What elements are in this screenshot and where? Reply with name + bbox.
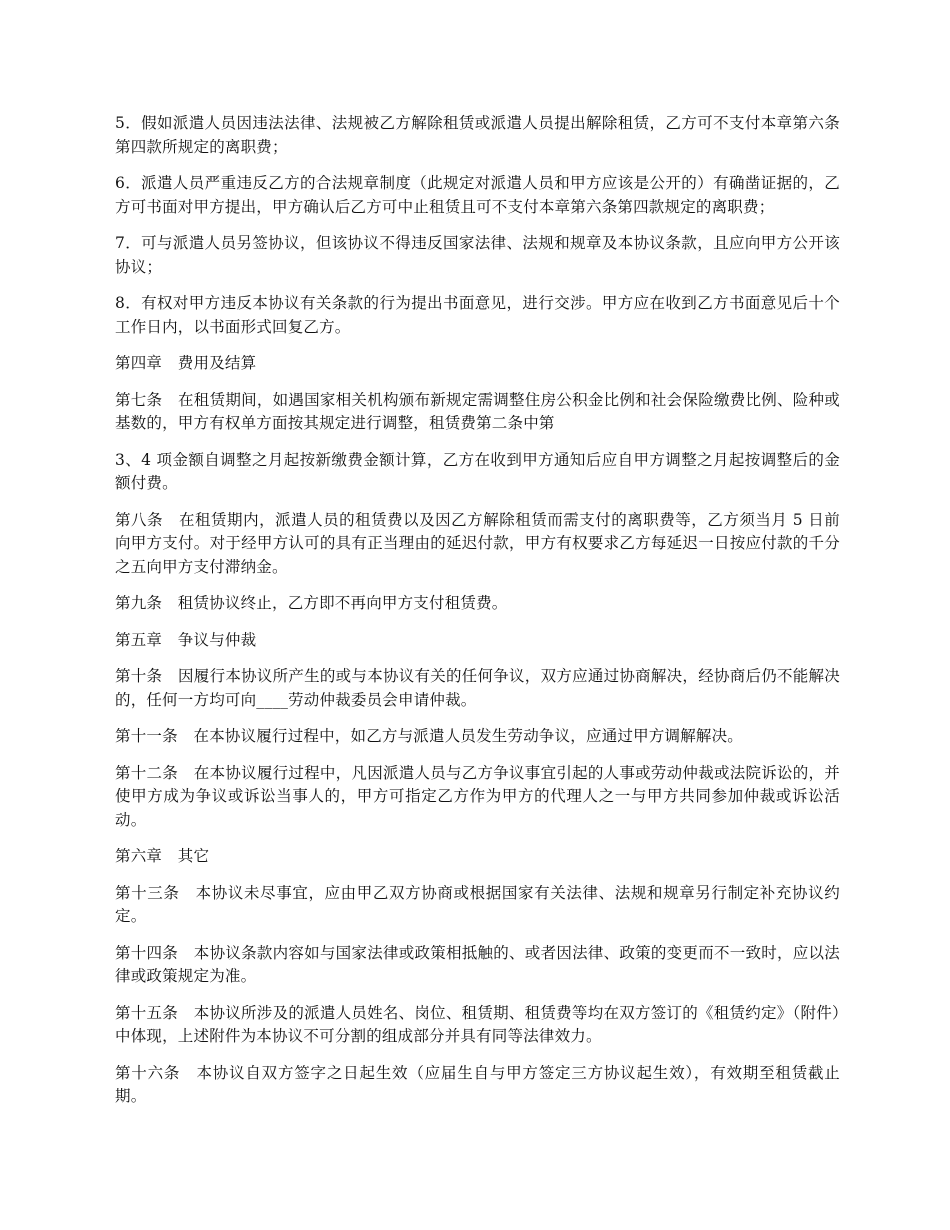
article-13: 第十三条 本协议未尽事宜，应由甲乙双方协商或根据国家有关法律、法规和规章另行制定补充协议约定。 [115,883,840,925]
chapter-heading-5: 第五章 争议与仲裁 [115,630,257,649]
chapter-heading-4: 第四章 费用及结算 [115,354,257,372]
article-7: 第七条 在租赁期间，如遇国家相关机构颁布新规定需调整住房公积金比例和社会保险缴费比例、险种或基数的，甲方有权单方面按其规定进行调整，租赁费第二条中第 [115,390,840,432]
clause-item-5: 5．假如派遣人员因违法法律、法规被乙方解除租赁或派遣人员提出解除租赁，乙方可不支付本章第六条第四款所规定的离职费； [115,114,840,156]
article-9: 第九条 租赁协议终止，乙方即不再向甲方支付租赁费。 [115,594,508,612]
article-12: 第十二条 在本协议履行过程中，凡因派遣人员与乙方争议事宜引起的人事或劳动仲裁或法院诉讼的，并使甲方成为争议或诉讼当事人的，甲方可指定乙方作为甲方的代理人之一与甲方共同参加仲裁或诉讼活动。 [115,763,840,829]
article-8: 第八条 在租赁期内，派遣人员的租赁费以及因乙方解除租赁而需支付的离职费等，乙方须当月 5 日前向甲方支付。对于经甲方认可的具有正当理由的延迟付款，甲方有权要求乙方每延迟一日按应付款的千分之五向甲方支付滞纳金。 [115,510,840,576]
article-10: 第十条 因履行本协议所产生的或与本协议有关的任何争议，双方应通过协商解决，经协商后仍不能解决的，任何一方均可向____劳动仲裁委员会申请仲裁。 [115,667,840,709]
document-body [115,112,840,1122]
clause-item-8: 8．有权对甲方违反本协议有关条款的行为提出书面意见，进行交涉。甲方应在收到乙方书面意见后十个工作日内，以书面形式回复乙方。 [115,294,840,336]
chapter-heading-6: 第六章 其它 [115,847,210,865]
article-7-continued: 3、4 项金额自调整之月起按新缴费金额计算，乙方在收到甲方通知后应自甲方调整之月起按调整后的金额付费。 [115,450,840,492]
clause-item-7: 7．可与派遣人员另签协议，但该协议不得违反国家法律、法规和规章及本协议条款，且应向甲方公开该协议； [115,234,840,276]
article-16: 第十六条 本协议自双方签字之日起生效（应届生自与甲方签定三方协议起生效），有效期至租赁截止期。 [115,1063,840,1105]
article-11: 第十一条 在本协议履行过程中，如乙方与派遣人员发生劳动争议，应通过甲方调解解决。 [115,727,744,745]
article-14: 第十四条 本协议条款内容如与国家法律或政策相抵触的、或者因法律、政策的变更而不一致时，应以法律或政策规定为准。 [115,943,840,985]
article-15: 第十五条 本协议所涉及的派遣人员姓名、岗位、租赁期、租赁费等均在双方签订的《租赁约定》（附件）中体现，上述附件为本协议不可分割的组成部分并具有同等法律效力。 [115,1003,840,1045]
clause-item-6: 6．派遣人员严重违反乙方的合法规章制度（此规定对派遣人员和甲方应该是公开的）有确凿证据的，乙方可书面对甲方提出，甲方确认后乙方可中止租赁且可不支付本章第六条第四款规定的离职费； [115,174,840,216]
